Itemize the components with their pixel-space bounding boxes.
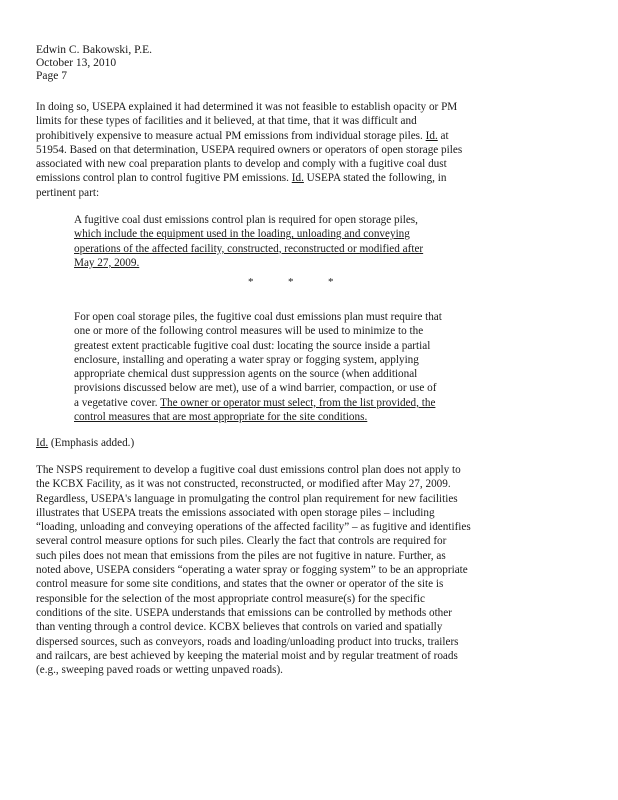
text-line xyxy=(36,577,471,591)
text-span: provisions discussed below are met), use of a wind barrier, compaction, or use of xyxy=(74,382,437,395)
text-line xyxy=(36,492,471,506)
text-span: several control measure options for such piles. Clearly the fact that controls are required for xyxy=(36,535,447,548)
text-span: noted above, USEPA considers “operating a water spray or fogging system” to be an appropriate xyxy=(36,564,468,577)
text-span: one or more of the following control measures will be used to minimize to the xyxy=(74,325,424,338)
text-span: pertinent part: xyxy=(36,186,100,199)
letter-header xyxy=(36,44,152,83)
text-line xyxy=(36,563,471,577)
section-break-asterisks xyxy=(248,276,368,288)
text-line xyxy=(74,227,423,241)
underlined-text: Id. xyxy=(291,172,304,185)
text-line xyxy=(74,396,442,410)
citation-line xyxy=(36,436,134,450)
text-span: emissions control plan to control fugitive PM emissions. xyxy=(36,172,292,185)
text-line xyxy=(36,157,462,171)
page-number: Page 7 xyxy=(36,70,67,82)
text-span: illustrates that USEPA treats the emissions associated with open storage piles – including xyxy=(36,506,435,519)
text-span: at xyxy=(437,129,449,142)
text-span: appropriate chemical dust suppression agents on the source (when additional xyxy=(74,368,418,381)
text-line xyxy=(36,100,462,114)
text-line xyxy=(36,592,471,606)
paragraph-1 xyxy=(36,100,462,200)
text-line xyxy=(36,606,471,620)
text-line xyxy=(74,324,442,338)
underlined-text: which include the equipment used in the loading, unloading and conveying xyxy=(74,228,410,241)
underlined-text: Id. xyxy=(425,129,438,142)
text-span: In doing so, USEPA explained it had determined it was not feasible to establish opacity or PM xyxy=(36,101,458,113)
text-span: USEPA stated the following, in xyxy=(303,172,447,185)
text-line xyxy=(74,381,442,395)
paragraph-2 xyxy=(36,463,471,677)
text-span: prohibitively expensive to measure actual PM emissions from individual storage piles. xyxy=(36,129,426,142)
text-line xyxy=(36,477,471,491)
text-line xyxy=(36,143,462,157)
letter-date: October 13, 2010 xyxy=(36,57,117,69)
text-span: the KCBX Facility, as it was not constructed, reconstructed, or modified after May 27, 2009. xyxy=(36,478,451,491)
text-span: enclosure, installing and operating a water spray or fogging system, applying xyxy=(74,353,419,366)
text-span: Regardless, USEPA's language in promulgating the control plan requirement for new facilities xyxy=(36,492,458,505)
text-span: 51954. Based on that determination, USEPA required owners or operators of open storage piles xyxy=(36,143,463,156)
text-span: responsible for the selection of the most appropriate control measure(s) for the specific xyxy=(36,592,425,605)
underlined-text: May 27, 2009. xyxy=(74,256,140,269)
asterisk: * xyxy=(288,276,294,288)
text-span: The NSPS requirement to develop a fugitive coal dust emissions control plan does not apply to xyxy=(36,464,461,476)
text-line xyxy=(36,649,471,663)
text-span: limits for these types of facilities and it believed, at that time, that it was difficult and xyxy=(36,115,417,128)
text-line xyxy=(36,663,471,677)
text-line xyxy=(36,635,471,649)
text-span: greatest extent practicable fugitive coal dust: locating the source inside a partial xyxy=(74,339,431,352)
text-span: a vegetative cover. xyxy=(74,396,161,409)
text-line xyxy=(36,534,471,548)
text-line xyxy=(74,353,442,367)
text-line xyxy=(74,256,423,270)
text-span: (Emphasis added.) xyxy=(48,437,135,449)
text-span: (e.g., sweeping paved roads or wetting unpaved roads). xyxy=(36,664,283,677)
text-line xyxy=(36,436,134,450)
text-line xyxy=(74,339,442,353)
text-span: such piles does not mean that emissions from the piles are not fugitive in nature. Further, as xyxy=(36,549,446,562)
text-line xyxy=(36,620,471,634)
text-line xyxy=(74,213,423,227)
text-line xyxy=(74,367,442,381)
text-span: control measure for some site conditions, and states that the owner or operator of the site is xyxy=(36,578,444,591)
asterisk: * xyxy=(328,276,334,288)
block-quote-2 xyxy=(74,310,442,424)
underlined-text: operations of the affected facility, constructed, reconstructed or modified after xyxy=(74,242,424,255)
text-span: associated with new coal preparation plants to develop and comply with a fugitive coal dust xyxy=(36,158,447,171)
text-line xyxy=(36,186,462,200)
text-line xyxy=(74,310,442,324)
text-span: conditions of the site. USEPA understands that emissions can be controlled by methods other xyxy=(36,606,452,619)
text-line xyxy=(36,114,462,128)
text-line xyxy=(36,506,471,520)
underlined-text: control measures that are most appropriate for the site conditions. xyxy=(74,411,368,424)
text-span: dispersed sources, such as conveyors, roads and loading/unloading product into trucks, trailers xyxy=(36,635,459,648)
text-span: “loading, unloading and conveying operations of the affected facility” – as fugitive and identifies xyxy=(36,521,471,534)
text-span: A fugitive coal dust emissions control plan is required for open storage piles, xyxy=(74,214,418,226)
underlined-text: Id. xyxy=(36,437,49,449)
text-span: For open coal storage piles, the fugitive coal dust emissions plan must require that xyxy=(74,311,442,323)
text-line xyxy=(36,463,471,477)
recipient-name: Edwin C. Bakowski, P.E. xyxy=(36,44,152,56)
text-line xyxy=(36,129,462,143)
text-line xyxy=(36,549,471,563)
asterisk: * xyxy=(248,276,254,288)
block-quote-1 xyxy=(74,213,423,270)
text-line xyxy=(36,171,462,185)
text-line xyxy=(74,242,423,256)
text-line xyxy=(36,520,471,534)
text-span: than venting through a control device. KCBX believes that controls on varied and spatially xyxy=(36,621,443,634)
text-line xyxy=(74,410,442,424)
text-span: and railcars, are best achieved by keeping the material moist and by regular treatment of roads xyxy=(36,649,458,662)
underlined-text: The owner or operator must select, from the list provided, the xyxy=(160,396,436,409)
